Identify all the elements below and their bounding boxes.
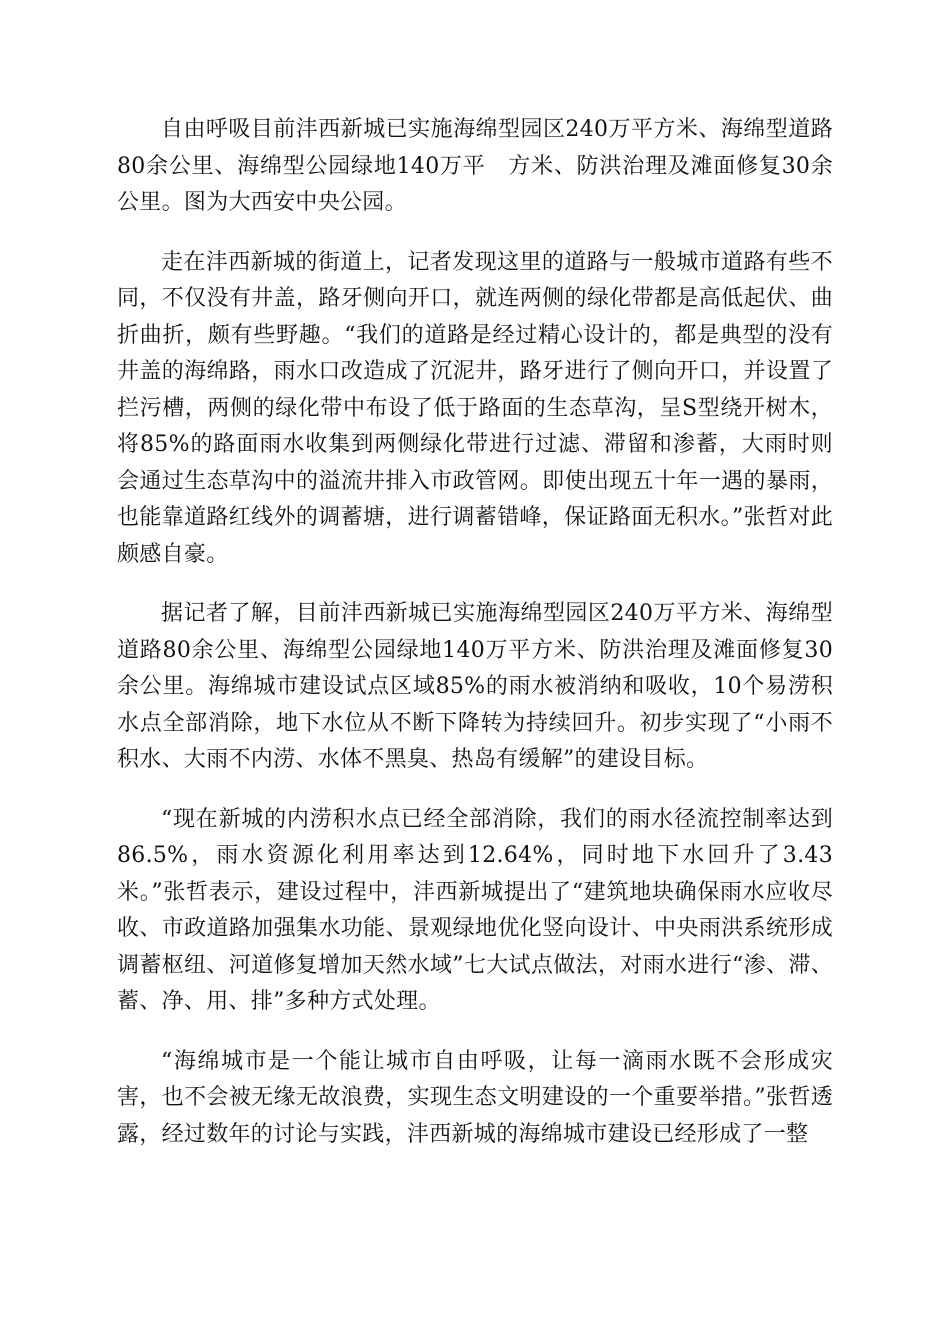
paragraph-2: 走在沣西新城的街道上，记者发现这里的道路与一般城市道路有些不同，不仅没有井盖，路牙侧向开口，就连两侧的绿化带都是高低起伏、曲折曲折，颇有些野趣。“我们的道路是经过精心设计的，都是典型的没有井盖的海绵路，雨水口改造成了沉泥井，路牙进行了侧向开口，并设置了拦污槽，两侧的绿化带中布设了低于路面的生态草沟，呈S型绕开树木，将85%的路面雨水收集到两侧绿化带进行过滤、滞留和渗蓄，大雨时则会通过生态草沟中的溢流井排入市政管网。即使出现五十年一遇的暴雨，也能靠道路红线外的调蓄塘，进行调蓄错峰，保证路面无积水。”张哲对此颇感自豪。 <box>117 249 833 567</box>
paragraph-3: 据记者了解，目前沣西新城已实施海绵型园区240万平方米、海绵型道路80余公里、海绵型公园绿地140万平方米、防洪治理及滩面修复30余公里。海绵城市建设试点区域85%的雨水被消纳和吸收，10个易涝积水点全部消除，地下水位从不断下降转为持续回升。初步实现了“小雨不积水、大雨不内涝、水体不黑臭、热岛有缓解”的建设目标。 <box>117 601 833 772</box>
article-body <box>117 112 833 1176</box>
paragraph-4: “现在新城的内涝积水点已经全部消除，我们的雨水径流控制率达到86.5%，雨水资源化利用率达到12.64%，同时地下水回升了3.43米。”张哲表示，建设过程中，沣西新城提出了“建筑地块确保雨水应收尽收、市政道路加强集水功能、景观绿地优化竖向设计、中央雨洪系统形成调蓄枢纽、河道修复增加天然水域”七大试点做法，对雨水进行“渗、滞、蓄、净、用、排”多种方式处理。 <box>117 806 833 1014</box>
paragraph-5: “海绵城市是一个能让城市自由呼吸，让每一滴雨水既不会形成灾害，也不会被无缘无故浪费，实现生态文明建设的一个重要举措。”张哲透露，经过数年的讨论与实践，沣西新城的海绵城市建设已经形成了一整 <box>117 1048 833 1147</box>
paragraph-1: 自由呼吸目前沣西新城已实施海绵型园区240万平方米、海绵型道路80余公里、海绵型公园绿地140万平 方米、防洪治理及滩面修复30余公里。图为大西安中央公园。 <box>117 117 833 215</box>
